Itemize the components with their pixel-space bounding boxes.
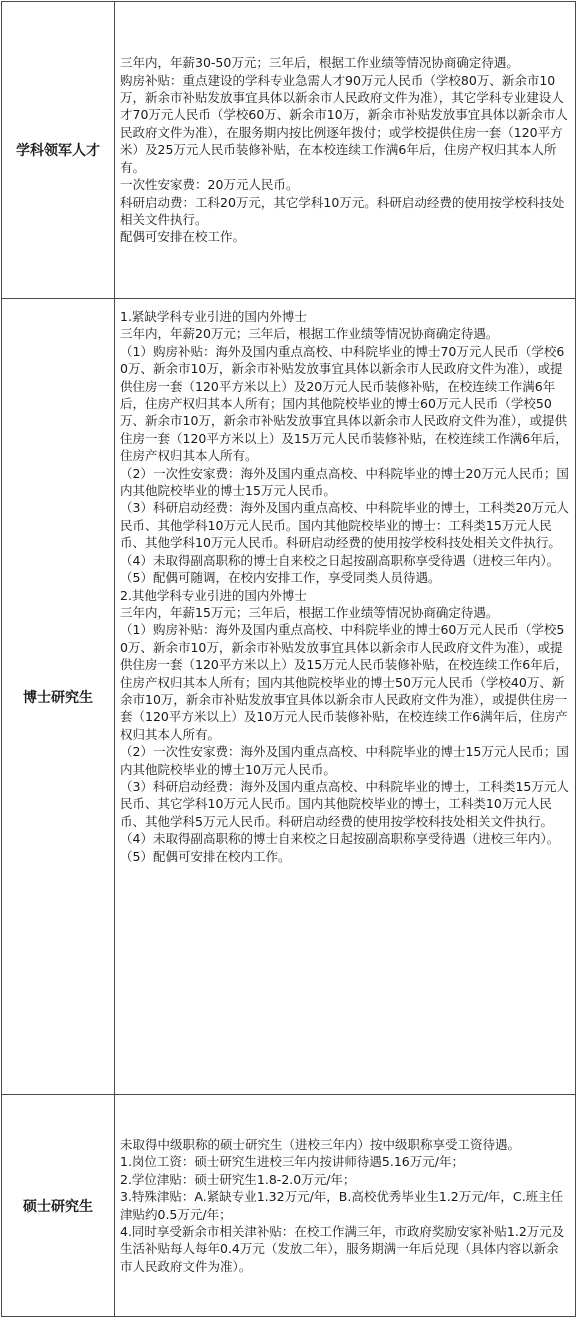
benefit-line: 三年内，年薪30-50万元；三年后，根据工作业绩等情况协商确定待遇。 <box>120 55 519 71</box>
benefit-line: （5）配偶可随调，在校内安排工作，享受同类人员待遇。 <box>120 570 441 586</box>
category-cell: 博士研究生 <box>2 299 115 1095</box>
category-cell: 学科领军人才 <box>2 2 115 299</box>
benefits-cell <box>115 299 576 1095</box>
table-row-masters <box>2 1095 576 1317</box>
benefit-line: 未取得中级职称的硕士研究生（进校三年内）按中级职称享受工资待遇。 <box>120 1136 521 1152</box>
benefit-line: 2.其他学科专业引进的国内外博士 <box>120 587 307 603</box>
benefit-line: （3）科研启动经费：海外及国内重点高校、中科院毕业的博士，工科类15万元人民币、其它学科10万元人民币。国内其他院校毕业的博士，工科类10万元人民币、其他学科5万元人民币。科研启动经费的使用按学校科技处相关文件执行。 <box>120 778 569 829</box>
benefit-line: 一次性安家费：20万元人民币。 <box>120 177 299 193</box>
benefit-line: 3.特殊津贴：A.紧缺专业1.32万元/年，B.高校优秀毕业生1.2万元/年，C.班主任津贴约0.5万元/年； <box>120 1189 564 1222</box>
benefit-line: （2）一次性安家费：海外及国内重点高校、中科院毕业的博士15万元人民币；国内其他院校毕业的博士10万元人民币。 <box>120 744 569 777</box>
benefits-cell <box>115 2 576 299</box>
benefit-line: （5）配偶可安排在校内工作。 <box>120 848 291 864</box>
benefit-line: 1.紧缺学科专业引进的国内外博士 <box>120 309 307 324</box>
benefit-line: 三年内，年薪15万元；三年后，根据工作业绩等情况协商确定待遇。 <box>120 604 499 620</box>
category-cell: 硕士研究生 <box>2 1095 115 1317</box>
benefit-line: （3）科研启动经费：海外及国内重点高校、中科院毕业的博士，工科类20万元人民币、其他学科10万元人民币。国内其他院校毕业的博士：工科类15万元人民币、其他学科10万元人民币。科研启动经费的使用按学校科技处相关文件执行。 <box>120 500 569 551</box>
talent-policy-table <box>1 1 576 1317</box>
benefit-line: （4）未取得副高职称的博士自来校之日起按副高职称享受待遇（进校三年内）。 <box>120 831 560 847</box>
benefit-line: 购房补贴：重点建设的学科专业急需人才90万元人民币（学校80万、新余市10万，新余市补贴发放事宜具体以新余市人民政府文件为准），其它学科专业建设人才70万元人民币（学校60万、新余市10万，新余市补贴发放事宜具体以新余市人民政府文件为准），在服务期内按比例逐年拨付；或学校提供住房一套（120平方米）及25万元人民币装修补贴，在本校连续工作满6年后，住房产权归其本人所有。 <box>120 72 568 175</box>
benefit-line: 1.岗位工资：硕士研究生进校三年内按讲师待遇5.16万元/年； <box>120 1154 464 1170</box>
table-row-discipline-leader <box>2 2 576 299</box>
benefit-line: （4）未取得副高职称的博士自来校之日起按副高职称享受待遇（进校三年内）。 <box>120 552 560 568</box>
benefits-cell <box>115 1095 576 1317</box>
benefit-line: 三年内，年薪20万元；三年后，根据工作业绩等情况协商确定待遇。 <box>120 326 499 342</box>
benefit-line: （2）一次性安家费：海外及国内重点高校、中科院毕业的博士20万元人民币；国内其他院校毕业的博士15万元人民币。 <box>120 465 569 499</box>
benefit-line: 配偶可安排在校工作。 <box>120 229 246 245</box>
benefit-line: 4.同时享受新余市相关津补贴：在校工作满三年，市政府奖励安家补贴1.2万元及生活补贴每人每年0.4万元（发放二年），服务期满一年后兑现（具体内容以新余市人民政府文件为准）。 <box>120 1223 565 1274</box>
table-row-phd <box>2 299 576 1095</box>
benefit-line: 科研启动费：工科20万元，其它学科10万元。科研启动经费的使用按学校科技处相关文件执行。 <box>120 194 565 227</box>
benefit-line: （1）购房补贴：海外及国内重点高校、中科院毕业的博士60万元人民币（学校50万、新余市10万，新余市补贴发放事宜具体以新余市人民政府文件为准），或提供住房一套（120平方米以上）及15万元人民币装修补贴，在校连续工作6年后，住房产权归其本人所有；国内其他院校毕业的博士50万元人民币（学校40万、新余市10万，新余市补贴发放事宜具体以新余市人民政府文件为准），或提供住房一套（120平方米以上）及10万元人民币装修补贴，在校连续工作6满年后，住房产权归其本人所有。 <box>120 622 568 742</box>
benefit-line: 2.学位津贴：硕士研究生1.8-2.0万元/年； <box>120 1171 356 1187</box>
benefit-line: （1）购房补贴：海外及国内重点高校、中科院毕业的博士70万元人民币（学校60万、新余市10万，新余市补贴发放事宜具体以新余市人民政府文件为准），或提供住房一套（120平方米以上）及20万元人民币装修补贴，在校连续工作满6年后，住房产权归其本人所有；国内其他院校毕业的博士60万元人民币（学校50万、新余市10万，新余市补贴发放事宜具体以新余市人民政府文件为准），或提供住房一套（120平方米以上）及15万元人民币装修补贴，在校连续工作满6年后，住房产权归其本人所有。 <box>120 343 568 464</box>
